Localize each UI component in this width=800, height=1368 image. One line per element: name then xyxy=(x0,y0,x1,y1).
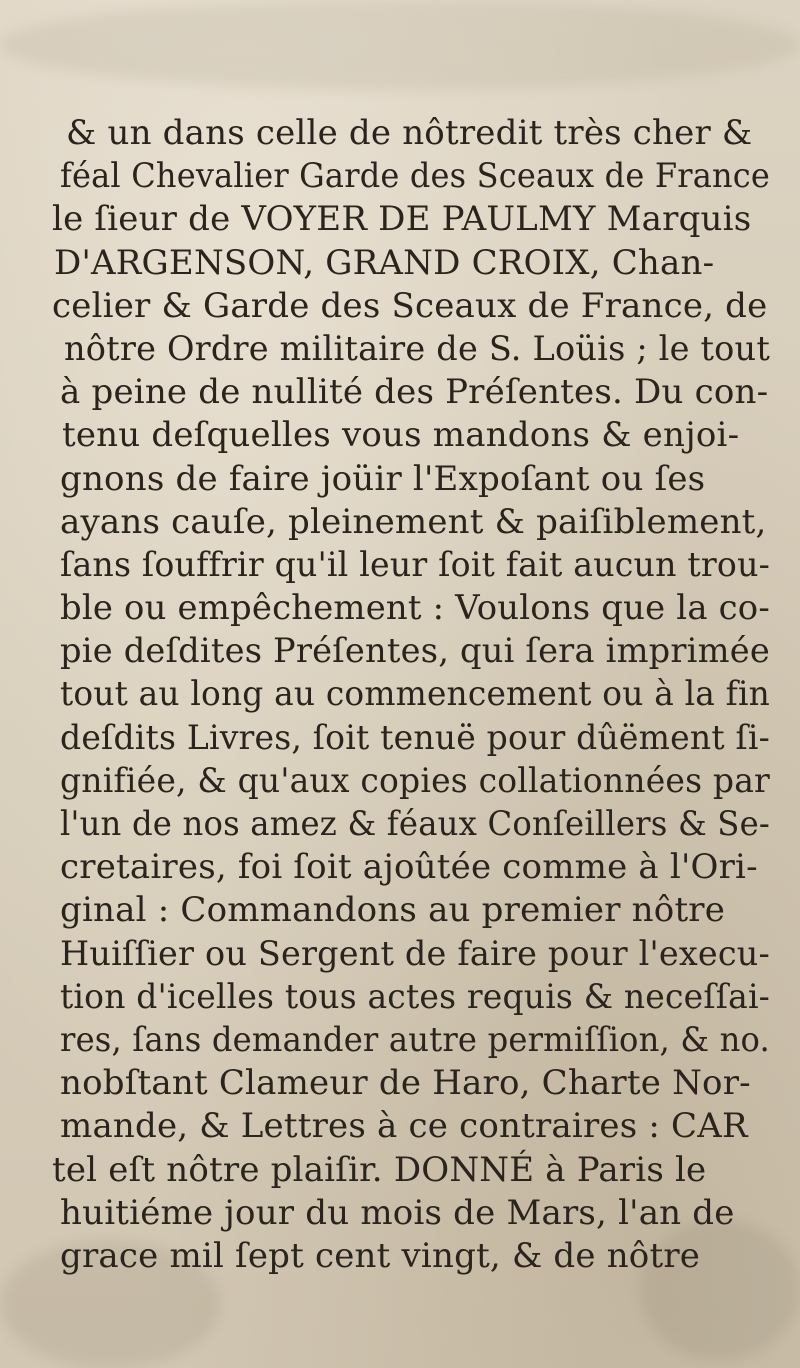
text-line: tenu deſquelles vous mandons & enjoi- xyxy=(62,415,740,456)
text-line: à peine de nullité des Préſentes. Du con- xyxy=(60,372,769,413)
text-line: D'ARGENSON, GRAND CROIX, Chan- xyxy=(54,242,715,283)
top-bleed-shadow xyxy=(0,0,800,90)
text-line: mande, & Lettres à ce contraires : CAR xyxy=(60,1106,748,1147)
text-line: tel eſt nôtre plaiſir. DONNÉ à Paris le xyxy=(52,1149,707,1190)
text-line: celier & Garde des Sceaux de France, de xyxy=(52,285,768,326)
text-line: pie deſdites Préſentes, qui ſera imprimée xyxy=(60,631,770,672)
text-line: res, ſans demander autre permiſſion, & no. xyxy=(60,1019,770,1060)
text-line: féal Chevalier Garde des Sceaux de France xyxy=(60,156,771,197)
text-line: nôtre Ordre militaire de S. Loüis ; le tout xyxy=(64,328,771,369)
text-line: huitiéme jour du mois de Mars, l'an de xyxy=(60,1192,735,1233)
text-line: gnifiée, & qu'aux copies collationnées par xyxy=(60,760,771,801)
text-line: ayans cauſe, pleinement & paiſiblement, xyxy=(60,501,767,542)
text-line: ſans ſouffrir qu'il leur ſoit fait aucun trou- xyxy=(60,544,771,585)
text-line: l'un de nos amez & féaux Conſeillers & Se- xyxy=(60,804,770,844)
text-line: cretaires, foi ſoit ajoûtée comme à l'Ori- xyxy=(60,847,758,888)
text-line: le ſieur de VOYER DE PAULMY Marquis xyxy=(52,199,752,240)
text-line: grace mil ſept cent vingt, & de nôtre xyxy=(60,1235,701,1276)
text-line: tout au long au commencement ou à la fin xyxy=(60,674,770,715)
text-line: gnons de faire joüir l'Expoſant ou ſes xyxy=(60,458,706,499)
text-line: ginal : Commandons au premier nôtre xyxy=(60,890,726,931)
body-text xyxy=(40,112,770,1278)
text-line: nobſtant Clameur de Haro, Charte Nor- xyxy=(60,1063,751,1104)
text-line: tion d'icelles tous actes requis & neceſſai- xyxy=(60,976,771,1017)
text-line: deſdits Livres, ſoit tenuë pour dûëment ſi- xyxy=(60,717,771,758)
text-line: ble ou empêchement : Voulons que la co- xyxy=(60,588,770,629)
text-line: Huiſſier ou Sergent de faire pour l'execu- xyxy=(60,933,771,974)
text-line: & un dans celle de nôtredit très cher & xyxy=(66,113,753,153)
